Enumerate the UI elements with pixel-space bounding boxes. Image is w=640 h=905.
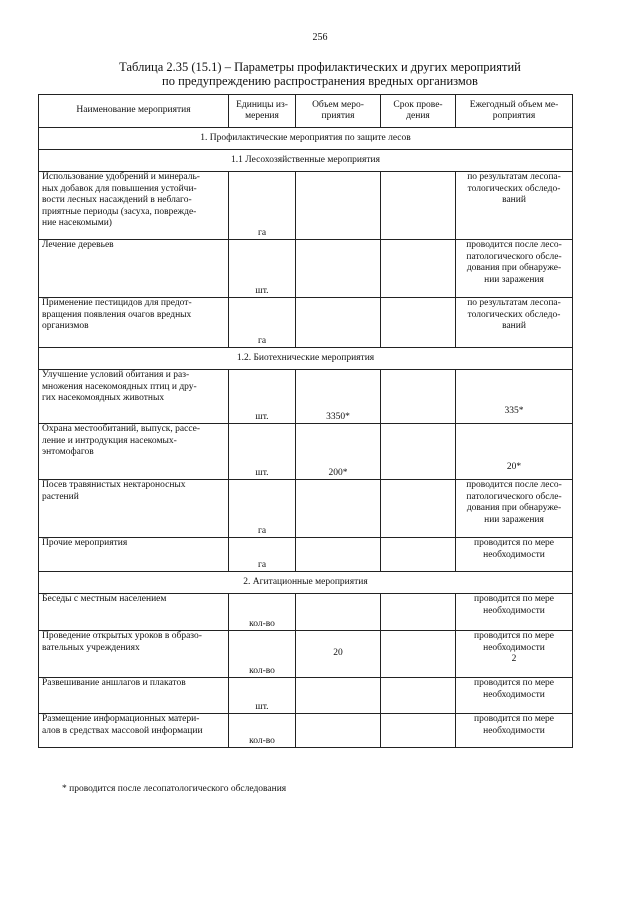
- row-volume: [296, 538, 381, 572]
- table-row: [39, 172, 573, 240]
- row-volume: 3350*: [296, 370, 381, 424]
- row-unit: шт.: [229, 240, 296, 298]
- row-annual: проводится после лесо- патологического обсле- дования при обнаруже- нии заражения: [456, 480, 573, 538]
- row-term: [381, 678, 456, 714]
- row-term: [381, 424, 456, 480]
- row-term: [381, 172, 456, 240]
- row-term: [381, 714, 456, 748]
- row-term: [381, 594, 456, 631]
- row-annual: проводится по мере необходимости: [456, 714, 573, 748]
- row-volume: 200*: [296, 424, 381, 480]
- row-annual: по результатам лесопа- тологических обследо- ваний: [456, 172, 573, 240]
- header-volume: Объем меро- приятия: [296, 95, 381, 128]
- table-row: [39, 298, 573, 348]
- row-name: Беседы с местным населением: [39, 594, 229, 631]
- row-unit: кол-во: [229, 631, 296, 678]
- row-annual: проводится после лесо- патологического обсле- дования при обнаруже- нии заражения: [456, 240, 573, 298]
- row-unit: га: [229, 480, 296, 538]
- row-unit: шт.: [229, 424, 296, 480]
- row-term: [381, 631, 456, 678]
- row-volume: [296, 480, 381, 538]
- row-volume: [296, 714, 381, 748]
- row-term: [381, 480, 456, 538]
- header-term: Срок прове- дения: [381, 95, 456, 128]
- row-unit: шт.: [229, 678, 296, 714]
- table-row: [39, 240, 573, 298]
- row-annual: 20*: [456, 424, 573, 480]
- row-unit: кол-во: [229, 594, 296, 631]
- section-prevention: 1. Профилактические мероприятия по защите лесов: [39, 128, 573, 150]
- row-volume: [296, 594, 381, 631]
- measures-table: [38, 94, 573, 748]
- row-volume: [296, 240, 381, 298]
- table-row: [39, 480, 573, 538]
- row-unit: шт.: [229, 370, 296, 424]
- row-name: Прочие мероприятия: [39, 538, 229, 572]
- row-volume: [296, 678, 381, 714]
- row-annual: 335*: [456, 370, 573, 424]
- footnote: * проводится после лесопатологического обследования: [62, 784, 287, 794]
- row-annual: проводится по мере необходимости: [456, 678, 573, 714]
- row-name: Развешивание аншлагов и плакатов: [39, 678, 229, 714]
- section-biotech: 1.2. Биотехнические мероприятия: [39, 348, 573, 370]
- row-volume: [296, 298, 381, 348]
- page-number: 256: [312, 32, 328, 43]
- row-annual: проводится по мере необходимости 2: [456, 631, 573, 678]
- row-name: Лечение деревьев: [39, 240, 229, 298]
- table-row: [39, 631, 573, 678]
- row-name: Посев травянистых нектароносных растений: [39, 480, 229, 538]
- table-row: [39, 678, 573, 714]
- header-row: [39, 95, 573, 128]
- row-term: [381, 538, 456, 572]
- row-volume: [296, 172, 381, 240]
- row-annual: проводится по мере необходимости: [456, 538, 573, 572]
- header-units: Единицы из- мерения: [229, 95, 296, 128]
- row-unit: га: [229, 298, 296, 348]
- row-term: [381, 370, 456, 424]
- row-name: Охрана местообитаний, выпуск, рассе- ление и интродукция насекомых- энтомофагов: [39, 424, 229, 480]
- table-title-line-2: по предупреждению распространения вредных организмов: [162, 74, 478, 88]
- header-name: Наименование мероприятия: [39, 95, 229, 128]
- table-row: [39, 424, 573, 480]
- row-term: [381, 240, 456, 298]
- row-annual: проводится по мере необходимости: [456, 594, 573, 631]
- row-name: Проведение открытых уроков в образо- вательных учреждениях: [39, 631, 229, 678]
- section-forestry: 1.1 Лесохозяйственные мероприятия: [39, 150, 573, 172]
- header-annual: Ежегодный объем ме- роприятия: [456, 95, 573, 128]
- row-unit: кол-во: [229, 714, 296, 748]
- section-agitation: 2. Агитационные мероприятия: [39, 572, 573, 594]
- row-name: Размещение информационных матери- алов в средствах массовой информации: [39, 714, 229, 748]
- row-annual: по результатам лесопа- тологических обследо- ваний: [456, 298, 573, 348]
- row-name: Применение пестицидов для предот- вращения появления очагов вредных организмов: [39, 298, 229, 348]
- row-volume: 20: [296, 631, 381, 678]
- table-title-line-1: Таблица 2.35 (15.1) – Параметры профилактических и других мероприятий: [119, 60, 521, 74]
- table-row: [39, 714, 573, 748]
- table-row: [39, 538, 573, 572]
- row-unit: га: [229, 538, 296, 572]
- table-title: [40, 60, 600, 88]
- row-term: [381, 298, 456, 348]
- table-row: [39, 370, 573, 424]
- table-row: [39, 594, 573, 631]
- row-name: Использование удобрений и минераль- ных добавок для повышения устойчи- вости лесных насаждений в неблаго- приятные периоды (засуха, поврежде- ние насекомыми): [39, 172, 229, 240]
- row-unit: га: [229, 172, 296, 240]
- row-name: Улучшение условий обитания и раз- множения насекомоядных птиц и дру- гих насекомоядных животных: [39, 370, 229, 424]
